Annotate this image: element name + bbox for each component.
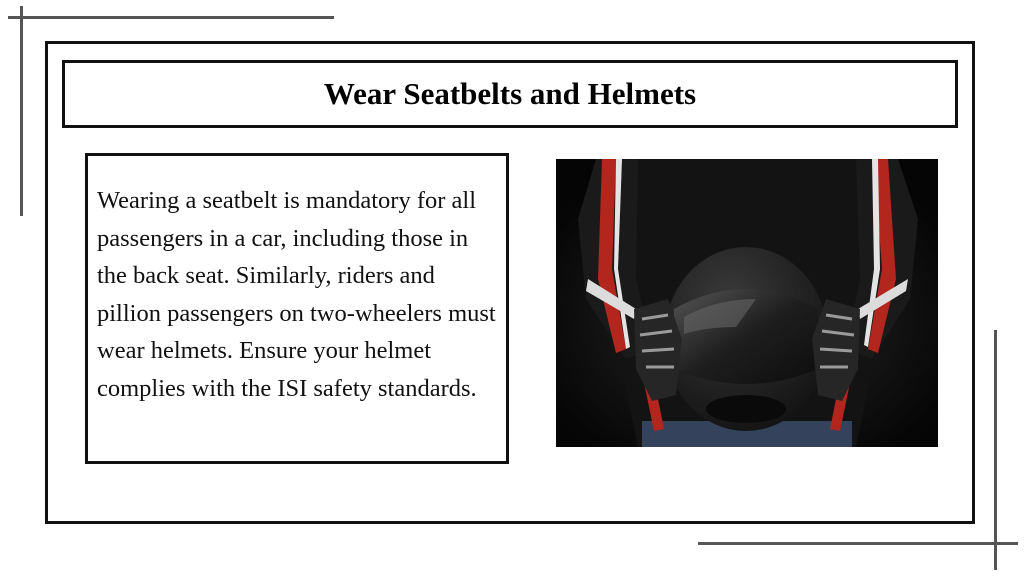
body-text-box (85, 153, 509, 464)
decorative-line-top-horizontal (8, 16, 334, 19)
helmet-photo-illustration (556, 159, 938, 447)
helmet-photo (556, 159, 938, 447)
title-box (62, 60, 958, 128)
decorative-line-bottom-vertical (994, 330, 997, 570)
decorative-line-top-vertical (20, 6, 23, 216)
body-paragraph: Wearing a seatbelt is mandatory for all passengers in a car, including those in the back seat. Similarly, riders and pillion passengers on two-wheelers must wear helmets. Ensure your helmet complies with the ISI safety standards. (97, 187, 496, 402)
decorative-line-bottom-horizontal (698, 542, 1018, 545)
slide-title: Wear Seatbelts and Helmets (323, 76, 697, 111)
